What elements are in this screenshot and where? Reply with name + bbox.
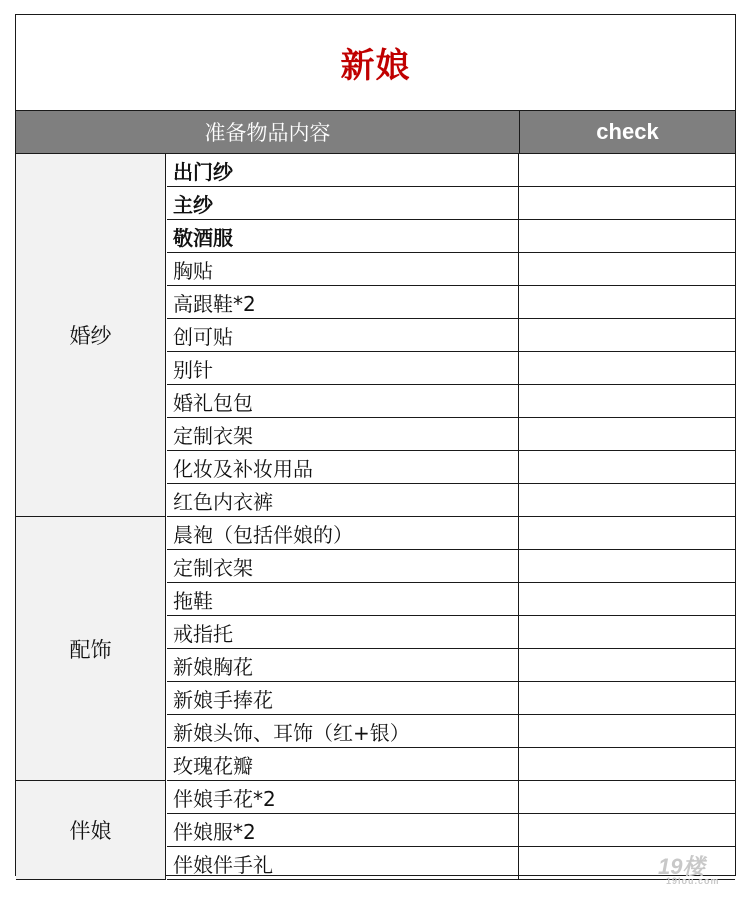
item-cell: 伴娘服*2 <box>167 814 519 846</box>
header-items: 准备物品内容 <box>16 111 520 153</box>
table-row <box>167 352 735 385</box>
table-row <box>167 715 735 748</box>
table-row <box>167 649 735 682</box>
item-cell: 新娘胸花 <box>167 649 519 681</box>
table-row <box>167 682 735 715</box>
item-cell: 拖鞋 <box>167 583 519 615</box>
header-check: check <box>596 119 659 144</box>
table-row <box>167 517 735 550</box>
item-cell: 主纱 <box>167 187 519 219</box>
item-cell: 晨袍（包括伴娘的） <box>167 517 519 549</box>
item-cell: 出门纱 <box>167 154 519 186</box>
check-cell[interactable] <box>519 418 735 450</box>
item-cell: 玫瑰花瓣 <box>167 748 519 780</box>
item-cell: 化妆及补妆用品 <box>167 451 519 483</box>
item-cell: 胸贴 <box>167 253 519 285</box>
check-cell[interactable] <box>519 715 735 747</box>
table-row <box>167 781 735 814</box>
check-cell[interactable] <box>519 814 735 846</box>
page-title: 新娘 <box>340 46 411 86</box>
check-cell[interactable] <box>519 649 735 681</box>
table-row <box>167 748 735 781</box>
check-cell[interactable] <box>519 451 735 483</box>
watermark-logo <box>652 850 730 890</box>
group-label: 配饰 <box>16 517 166 781</box>
item-cell: 定制衣架 <box>167 550 519 582</box>
table-row <box>167 616 735 649</box>
table-row <box>167 484 735 517</box>
table-row <box>167 319 735 352</box>
table-row <box>167 583 735 616</box>
item-cell: 创可贴 <box>167 319 519 351</box>
table-row <box>167 385 735 418</box>
table-row <box>167 286 735 319</box>
item-cell: 定制衣架 <box>167 418 519 450</box>
check-cell[interactable] <box>519 484 735 516</box>
item-cell: 新娘头饰、耳饰（红+银） <box>167 715 519 747</box>
check-cell[interactable] <box>519 319 735 351</box>
item-cell: 戒指托 <box>167 616 519 648</box>
item-cell: 红色内衣裤 <box>167 484 519 516</box>
table-row <box>167 253 735 286</box>
title-row <box>16 15 735 111</box>
check-cell[interactable] <box>519 352 735 384</box>
check-cell[interactable] <box>519 220 735 252</box>
watermark-main: 19楼 <box>658 854 705 879</box>
table-row <box>167 550 735 583</box>
item-cell: 婚礼包包 <box>167 385 519 417</box>
group-label: 伴娘 <box>16 781 166 880</box>
check-cell[interactable] <box>519 385 735 417</box>
check-cell[interactable] <box>519 154 735 186</box>
table-row <box>167 847 735 880</box>
check-cell[interactable] <box>519 286 735 318</box>
table-row <box>167 418 735 451</box>
check-cell[interactable] <box>519 781 735 813</box>
check-cell[interactable] <box>519 550 735 582</box>
item-cell: 别针 <box>167 352 519 384</box>
checklist-table <box>15 14 736 876</box>
check-cell[interactable] <box>519 682 735 714</box>
header-row <box>16 111 735 154</box>
check-cell[interactable] <box>519 583 735 615</box>
table-row <box>167 451 735 484</box>
item-cell: 伴娘伴手礼 <box>167 847 519 879</box>
item-cell: 伴娘手花*2 <box>167 781 519 813</box>
table-row <box>167 220 735 253</box>
item-cell: 高跟鞋*2 <box>167 286 519 318</box>
item-cell: 新娘手捧花 <box>167 682 519 714</box>
check-cell[interactable] <box>519 253 735 285</box>
group-label: 婚纱 <box>16 154 166 517</box>
check-cell[interactable] <box>519 517 735 549</box>
check-cell[interactable] <box>519 748 735 780</box>
watermark-sub: 19lou.com <box>666 876 720 886</box>
item-cell: 敬酒服 <box>167 220 519 252</box>
check-cell[interactable] <box>519 187 735 219</box>
table-row <box>167 814 735 847</box>
check-cell[interactable] <box>519 616 735 648</box>
table-row <box>167 187 735 220</box>
table-row <box>167 154 735 187</box>
